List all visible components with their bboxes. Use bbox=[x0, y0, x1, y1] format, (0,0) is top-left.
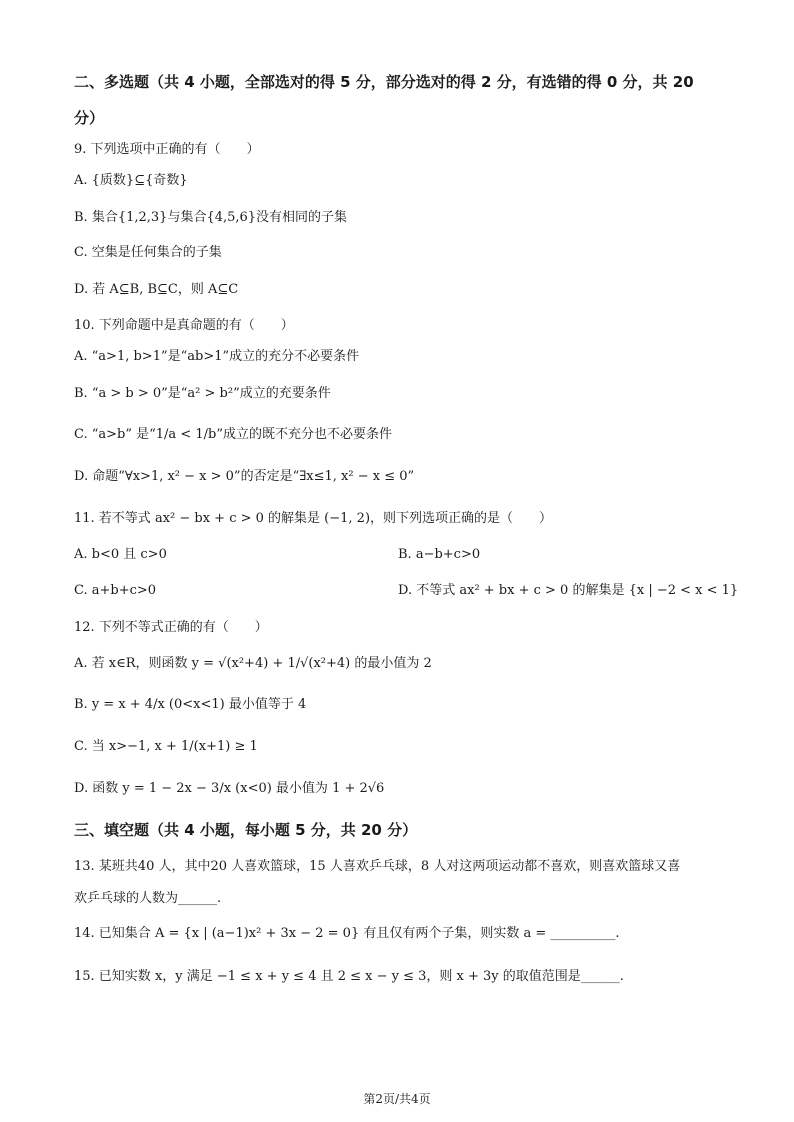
q12-stem: 12. 下列不等式正确的有（ ） bbox=[74, 620, 268, 635]
q14-text: 14. 已知集合 A = {x | (a−1)x² + 3x − 2 = 0} 有且仅有两个子集，则实数 a = __________. bbox=[74, 926, 620, 941]
section2-title-line1: 二、多选题（共 4 小题，全部选对的得 5 分，部分选对的得 2 分，有选错的得 0 分，共 20 bbox=[74, 73, 694, 91]
q15-text: 15. 已知实数 x，y 满足 −1 ≤ x + y ≤ 4 且 2 ≤ x − y ≤ 3，则 x + 3y 的取值范围是______. bbox=[74, 969, 624, 984]
q10-option-a: A. “a>1, b>1”是“ab>1”成立的充分不必要条件 bbox=[74, 349, 360, 364]
q12-option-b: B. y = x + 4/x (0<x<1) 最小值等于 4 bbox=[74, 697, 307, 712]
q11-option-d: D. 不等式 ax² + bx + c > 0 的解集是 {x | −2 < x < 1} bbox=[398, 583, 739, 598]
q9-option-a: A. {质数}⊆{奇数} bbox=[74, 173, 188, 188]
q12-option-c: C. 当 x>−1, x + 1/(x+1) ≥ 1 bbox=[74, 739, 258, 754]
q9-stem: 9. 下列选项中正确的有（ ） bbox=[74, 142, 260, 157]
q9-option-c: C. 空集是任何集合的子集 bbox=[74, 245, 222, 260]
q11-option-c: C. a+b+c>0 bbox=[74, 583, 157, 598]
section2-title-line2: 分） bbox=[74, 109, 105, 127]
q13-line2: 欢乒乓球的人数为______. bbox=[74, 891, 222, 906]
q10-stem: 10. 下列命题中是真命题的有（ ） bbox=[74, 318, 294, 333]
q9-option-d: D. 若 A⊆B, B⊆C，则 A⊆C bbox=[74, 282, 239, 297]
q11-option-b: B. a−b+c>0 bbox=[398, 547, 481, 562]
q11-option-a: A. b<0 且 c>0 bbox=[74, 547, 167, 562]
q12-option-a: A. 若 x∈R，则函数 y = √(x²+4) + 1/√(x²+4) 的最小值为 2 bbox=[74, 656, 432, 671]
page-number-footer: 第2页/共4页 bbox=[363, 1092, 431, 1106]
q10-option-b: B. “a > b > 0”是“a² > b²”成立的充要条件 bbox=[74, 386, 331, 401]
q13-line1: 13. 某班共40 人，其中20 人喜欢篮球，15 人喜欢乒乓球，8 人对这两项运动都不喜欢，则喜欢篮球又喜 bbox=[74, 859, 681, 874]
q12-option-d: D. 函数 y = 1 − 2x − 3/x (x<0) 最小值为 1 + 2√6 bbox=[74, 781, 385, 796]
q11-stem: 11. 若不等式 ax² − bx + c > 0 的解集是 (−1, 2)，则下列选项正确的是（ ） bbox=[74, 511, 553, 526]
section3-title: 三、填空题（共 4 小题，每小题 5 分，共 20 分） bbox=[74, 821, 418, 839]
q10-option-c: C. “a>b” 是“1/a < 1/b”成立的既不充分也不必要条件 bbox=[74, 427, 392, 442]
q10-option-d: D. 命题“∀x>1, x² − x > 0”的否定是“∃x≤1, x² − x ≤ 0” bbox=[74, 469, 415, 484]
q9-option-b: B. 集合{1,2,3}与集合{4,5,6}没有相同的子集 bbox=[74, 210, 348, 225]
